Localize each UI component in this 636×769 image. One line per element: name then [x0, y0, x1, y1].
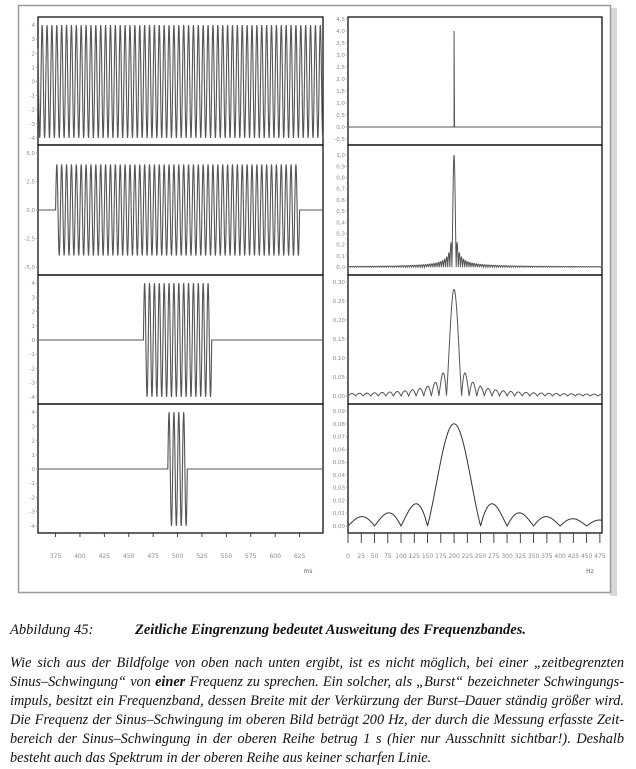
spectrum-1-ytick-label: 4,0 — [336, 28, 345, 35]
spectrum-3-ytick-label: 0,00 — [332, 394, 345, 401]
time-signal-3-ytick-label: -4 — [29, 394, 35, 401]
emphasis-text: einer — [155, 674, 186, 690]
time-signal-4-xtick-label: 425 — [98, 553, 111, 560]
spectrum-2-ytick-label: 0,3 — [336, 231, 345, 238]
spectrum-1-ytick-label: 3,5 — [336, 40, 345, 47]
time-signal-4-xtick-label: 450 — [123, 553, 135, 560]
spectrum-4-xtick-label: 300 — [501, 553, 513, 560]
spectrum-4-xtick-label: 475 — [594, 553, 606, 560]
time-signal-4-ytick-label: 3 — [31, 424, 35, 431]
spectrum-4-ytick-label: 0,03 — [332, 485, 345, 492]
time-signal-4-xtick-label: 525 — [196, 553, 208, 560]
time-signal-1-ytick-label: -1 — [29, 93, 35, 100]
time-signal-4-ytick-label: -4 — [29, 523, 35, 530]
time-signal-1-ytick-label: 3 — [31, 37, 35, 44]
time-signal-4-xtick-label: 625 — [293, 553, 306, 560]
spectrum-2-ytick-label: 0,5 — [336, 209, 345, 216]
spectrum-4-xtick-label: 100 — [395, 553, 407, 560]
spectrum-3-ytick-label: 0,30 — [332, 279, 345, 286]
text-run: bereich der Sinus–Schwingung in der oberen Reihe betrug 1 s (hier nur Ausschnitt sichtbar!). Deshalb — [10, 731, 624, 747]
spectrum-1-ytick-label: 0,5 — [336, 112, 345, 119]
time-signal-2-ytick-label: 5,0 — [26, 150, 35, 157]
spectrum-2-ytick-label: 0,7 — [336, 186, 345, 193]
spectrum-4-xtick-label: 275 — [488, 553, 500, 560]
spectrum-2-ytick-label: 0,2 — [336, 242, 345, 249]
time-signal-4-xtick-label: 375 — [49, 553, 62, 560]
time-signal-4-ytick-label: 0 — [31, 466, 35, 473]
spectrum-2-ytick-label: 0,9 — [336, 164, 345, 171]
spectrum-4-xtick-label: 400 — [554, 553, 566, 560]
time-signal-3-ytick-label: -2 — [29, 366, 35, 373]
spectrum-4-ytick-label: 0,09 — [332, 409, 345, 416]
spectrum-4-xtick-label: 350 — [527, 553, 540, 560]
time-signal-1-ytick-label: 4 — [31, 23, 35, 30]
spectrum-4-xtick-label: 150 — [421, 553, 434, 560]
paragraph-line — [10, 654, 624, 673]
spectrum-1-ytick-label: 4,5 — [336, 16, 345, 23]
spectrum-4-xtick-label: 250 — [474, 553, 487, 560]
time-signal-2-ytick-label: 0,0 — [26, 208, 35, 214]
spectrum-3-ytick-label: 0,25 — [332, 298, 345, 305]
figure-title: Zeitliche Eingrenzung bedeutet Ausweitung des Frequenzbandes. — [135, 622, 527, 638]
time-signal-4-xtick-label: 575 — [245, 553, 257, 560]
time-signal-1-ytick-label: 2 — [31, 51, 35, 58]
spectrum-4-ytick-label: 0,05 — [332, 460, 345, 467]
time-signal-4-xtick-label: 475 — [147, 553, 159, 560]
spectrum-3-ytick-label: 0,20 — [332, 317, 345, 324]
spectrum-4-ytick-label: 0,06 — [332, 447, 345, 454]
time-signal-4-xtick-label: 500 — [171, 553, 184, 560]
time-signal-4-ytick-label: 2 — [31, 438, 35, 445]
time-signal-2-ytick-label: -2,5 — [24, 236, 35, 243]
spectrum-2-ytick-label: 0,8 — [336, 175, 345, 182]
spectrum-4-ytick-label: 0,01 — [332, 511, 345, 518]
text-run: Wie sich aus der Bildfolge von oben nach unten ergibt, ist es nicht möglich, bei einer „zeitbegrenzten — [10, 655, 624, 671]
time-signal-2-ytick-label: 2,5 — [26, 179, 35, 186]
time-signal-4-xtick-label: 600 — [269, 553, 281, 560]
time-signal-1-ytick-label: 0 — [31, 79, 35, 86]
spectrum-3-ytick-label: 0,10 — [332, 355, 345, 362]
spectrum-1-ytick-label: 1,0 — [336, 100, 345, 107]
spectrum-4-ytick-label: 0,07 — [332, 434, 345, 441]
spectrum-4-xtick-label: 175 — [435, 553, 447, 560]
time-signal-3-ytick-label: 1 — [31, 323, 35, 330]
spectrum-2-ytick-label: 0,6 — [336, 197, 345, 204]
time-signal-1-ytick-label: 1 — [31, 65, 35, 72]
time-signal-2-ytick-label: -5,0 — [24, 265, 35, 272]
time-signal-1-ytick-label: -2 — [29, 107, 35, 114]
spectrum-2-ytick-label: 0,4 — [336, 220, 345, 227]
time-signal-3-ytick-label: -3 — [29, 380, 35, 387]
spectrum-3-ytick-label: 0,05 — [332, 374, 345, 381]
spectrum-1-ytick-label: 0,0 — [336, 124, 345, 131]
paragraph-line — [10, 692, 624, 711]
figure-description — [10, 654, 624, 768]
spectrum-4-ytick-label: 0,04 — [332, 472, 345, 479]
spectrum-4-ytick-label: 0,00 — [332, 523, 345, 530]
time-signal-4-ytick-label: 4 — [31, 410, 35, 417]
spectrum-4-xtick-label: 25 — [357, 553, 366, 560]
spectrum-4-xtick-label: 425 — [567, 553, 580, 560]
spectrum-4-xtick-label: 375 — [541, 553, 553, 560]
figure-caption — [10, 622, 526, 639]
spectrum-3-ytick-label: 0,15 — [332, 336, 345, 343]
paragraph-line — [10, 730, 624, 749]
spectrum-4-xtick-label: 450 — [580, 553, 593, 560]
spectrum-4-xtick-label: 325 — [514, 553, 527, 560]
spectrum-4-xtick-label: 0 — [346, 553, 350, 560]
text-run: Frequenz zu sprechen. Ein solcher, als „Burst“ bezeichneter Schwingungs- — [185, 674, 625, 690]
spectrum-4-xtick-label: 50 — [370, 553, 379, 560]
time-signal-3-ytick-label: 4 — [31, 281, 35, 288]
spectrum-4-xtick-label: 225 — [461, 553, 474, 560]
text-run: besteht auch das Spektrum in der oberen Reihe aus keiner scharfen Linie. — [10, 750, 432, 766]
spectrum-1-ytick-label: -0,5 — [334, 136, 345, 143]
spectrum-4-xtick-label: 75 — [383, 553, 392, 560]
spectrum-4-ytick-label: 0,08 — [332, 421, 345, 428]
spectrum-1-ytick-label: 1,5 — [336, 88, 345, 95]
paragraph-line — [10, 673, 624, 692]
paragraph-line — [10, 749, 624, 768]
time-signal-1-ytick-label: -4 — [29, 135, 35, 142]
time-signal-3-ytick-label: 2 — [31, 309, 35, 316]
spectrum-1-ytick-label: 2,5 — [336, 64, 345, 71]
text-run: impuls, besitzt ein Frequenzband, dessen Breite mit der Verkürzung der Burst–Dauer ständig größer wird. — [10, 693, 624, 709]
spectrum-2-ytick-label: 0,0 — [336, 265, 345, 272]
time-signal-4-ytick-label: -2 — [29, 495, 35, 502]
spectrum-1-ytick-label: 2,0 — [336, 76, 345, 83]
spectrum-2-ytick-label: 1,0 — [336, 153, 345, 160]
time-signal-4-x-unit-label: ms — [303, 568, 313, 575]
time-signal-4-ytick-label: -3 — [29, 509, 35, 516]
time-signal-3-ytick-label: -1 — [29, 352, 35, 359]
time-signal-4-xtick-label: 400 — [74, 553, 86, 560]
time-signal-3-ytick-label: 0 — [31, 337, 35, 344]
time-signal-4-ytick-label: -1 — [29, 481, 35, 488]
spectrum-4-xtick-label: 200 — [448, 553, 460, 560]
text-run: Sinus–Schwingung“ von — [10, 674, 156, 690]
spectrum-2-ytick-label: 0,1 — [336, 253, 345, 260]
spectrum-4-ytick-label: 0,02 — [332, 498, 345, 505]
figure-number: Abbildung 45: — [10, 622, 94, 638]
time-signal-1-ytick-label: -3 — [29, 121, 35, 128]
text-run: Die Frequenz der Sinus–Schwingung im oberen Bild beträgt 200 Hz, der durch die Messung erfasste Zeit- — [10, 712, 624, 728]
spectrum-4-x-unit-label: Hz — [586, 568, 594, 575]
time-signal-4-ytick-label: 1 — [31, 452, 35, 459]
spectrum-4-xtick-label: 125 — [408, 553, 421, 560]
paragraph-line — [10, 711, 624, 730]
time-signal-4-xtick-label: 550 — [220, 553, 233, 560]
spectrum-1-ytick-label: 3,0 — [336, 52, 345, 59]
time-signal-3-ytick-label: 3 — [31, 295, 35, 302]
